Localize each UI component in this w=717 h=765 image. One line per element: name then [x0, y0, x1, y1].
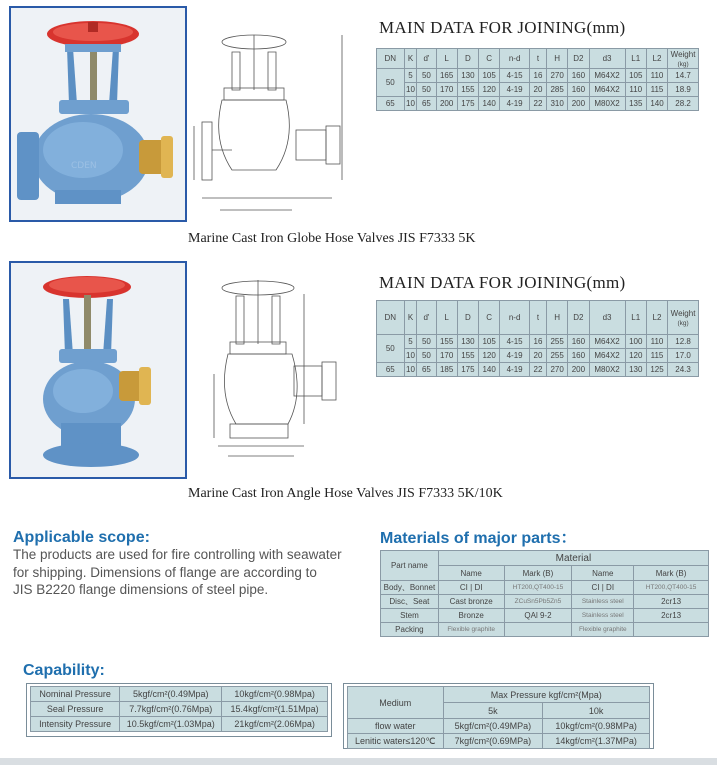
table-cell: 135	[625, 97, 646, 111]
table-cell: 10kgf/cm²(0.98MPa)	[543, 719, 650, 734]
table-row	[377, 335, 699, 349]
table-row	[31, 717, 328, 732]
table-row	[381, 595, 709, 609]
table-cell: 16	[530, 335, 547, 349]
table-cell: 175	[457, 97, 478, 111]
table-cell: 50	[417, 69, 436, 83]
table-header: D	[457, 301, 478, 335]
valve2-section-title: MAIN DATA FOR JOINING(mm)	[379, 273, 626, 292]
table-cell: 22	[530, 97, 547, 111]
table-row	[31, 702, 328, 717]
table-cell: Stainless steel	[572, 595, 634, 609]
table-row	[348, 719, 650, 734]
table-header: d3	[589, 301, 625, 335]
materials-heading: Materials of major parts：	[380, 530, 577, 547]
table-cell: 125	[646, 363, 667, 377]
table-cell: 7kgf/cm²(0.69MPa)	[443, 734, 543, 749]
table-header-weight	[668, 49, 699, 69]
table-header: L1	[625, 301, 646, 335]
table-cell: 4-19	[500, 97, 530, 111]
table-cell: 10	[404, 83, 417, 97]
table-cell: Bronze	[438, 609, 504, 623]
weight-label: Weight	[670, 308, 696, 318]
table-cell: 5kgf/cm²(0.49Mpa)	[120, 687, 222, 702]
globe-valve-drawing	[192, 30, 362, 230]
table-cell: Disc、Seat	[381, 595, 439, 609]
table-row	[381, 623, 709, 637]
table-cell: 115	[646, 83, 667, 97]
table-header: d'	[417, 49, 436, 69]
table-cell: 200	[436, 97, 457, 111]
valve2-caption: Marine Cast Iron Angle Hose Valves JIS F7333 5K/10K	[188, 486, 503, 501]
globe-valve-photo	[9, 6, 187, 222]
table-header: 5k	[443, 703, 543, 719]
table-cell: 2cr13	[634, 595, 709, 609]
table-cell: 120	[479, 83, 500, 97]
table-cell: 12.8	[668, 335, 699, 349]
valve1-joining-table	[376, 48, 699, 111]
table-cell: 140	[479, 97, 500, 111]
table-cell: 155	[457, 83, 478, 97]
table-cell: 10	[404, 363, 417, 377]
bottom-divider	[0, 758, 717, 765]
table-cell: CI | DI	[438, 581, 504, 595]
table-cell: 50	[377, 335, 405, 363]
table-cell: HT200,QT400-15	[634, 581, 709, 595]
table-cell: 120	[479, 349, 500, 363]
name-header: Name	[572, 566, 634, 581]
table-cell: M64X2	[589, 335, 625, 349]
valve1-caption: Marine Cast Iron Globe Hose Valves JIS F7333 5K	[188, 231, 476, 246]
table-header: C	[479, 49, 500, 69]
table-cell: QAl 9-2	[504, 609, 572, 623]
table-cell: 16	[530, 69, 547, 83]
table-cell: Packing	[381, 623, 439, 637]
table-cell: ZCuSn5Pb5Zn5	[504, 595, 572, 609]
table-cell: 310	[547, 97, 568, 111]
table-cell: 270	[547, 363, 568, 377]
material-name: DI	[606, 583, 615, 592]
table-row	[377, 83, 699, 97]
table-cell: Cast bronze	[438, 595, 504, 609]
table-cell: 4-19	[500, 83, 530, 97]
material-name: CI	[459, 583, 468, 592]
table-cell: 10.5kgf/cm²(1.03Mpa)	[120, 717, 222, 732]
table-cell: 20	[530, 349, 547, 363]
table-cell: 285	[547, 83, 568, 97]
table-cell: 255	[547, 349, 568, 363]
table-cell: 255	[547, 335, 568, 349]
table-header: L	[436, 301, 457, 335]
table-header: t	[530, 301, 547, 335]
table-row	[31, 687, 328, 702]
name-header: Name	[438, 566, 504, 581]
table-cell: 160	[568, 83, 589, 97]
table-cell: 110	[646, 69, 667, 83]
table-header: H	[547, 49, 568, 69]
table-cell: 130	[625, 363, 646, 377]
table-cell: 22	[530, 363, 547, 377]
weight-unit: (kg)	[677, 319, 689, 327]
weight-label: Weight	[670, 49, 696, 59]
table-cell: HT200,QT400-15	[504, 581, 572, 595]
table-cell: 50	[377, 69, 405, 97]
table-cell: 270	[547, 69, 568, 83]
table-cell: 170	[436, 349, 457, 363]
part-name-header: Part name	[381, 551, 439, 581]
table-cell: 110	[646, 335, 667, 349]
table-header: L	[436, 49, 457, 69]
photo-marking-text: CDEN	[71, 161, 97, 171]
table-cell: 65	[417, 97, 436, 111]
table-cell: 17.0	[668, 349, 699, 363]
table-cell: 28.2	[668, 97, 699, 111]
table-cell: 170	[436, 83, 457, 97]
table-cell: 110	[625, 83, 646, 97]
table-cell: 130	[457, 335, 478, 349]
table-cell: 130	[457, 69, 478, 83]
scope-line: JIS B2220 flange dimensions of steel pipe.	[13, 582, 269, 597]
table-cell: 160	[568, 349, 589, 363]
table-cell: 100	[625, 335, 646, 349]
mark-header: Mark (B)	[504, 566, 572, 581]
table-cell: 50	[417, 83, 436, 97]
table-row	[377, 363, 699, 377]
table-cell: 10kgf/cm²(0.98Mpa)	[222, 687, 328, 702]
table-cell: 10	[404, 349, 417, 363]
material-name: CI	[591, 583, 600, 592]
angle-valve-drawing	[208, 274, 368, 474]
table-header: d'	[417, 301, 436, 335]
materials-table	[380, 550, 709, 637]
table-cell: M64X2	[589, 83, 625, 97]
table-cell: 185	[436, 363, 457, 377]
table-cell: Nominal Pressure	[31, 687, 120, 702]
table-header: K	[404, 301, 417, 335]
table-header: H	[547, 301, 568, 335]
table-cell: Stainless steel	[572, 609, 634, 623]
valve1-section-title: MAIN DATA FOR JOINING(mm)	[379, 18, 626, 37]
table-cell: 18.9	[668, 83, 699, 97]
table-cell: 2cr13	[634, 609, 709, 623]
table-cell: Flexible graphite	[572, 623, 634, 637]
table-header: C	[479, 301, 500, 335]
table-cell: 5	[404, 335, 417, 349]
table-cell: Flexible graphite	[438, 623, 504, 637]
table-cell: 10	[404, 97, 417, 111]
scope-line: for shipping. Dimensions of flange are according to	[13, 564, 317, 580]
table-cell: 14kgf/cm²(1.37MPa)	[543, 734, 650, 749]
table-header: L2	[646, 49, 667, 69]
table-cell: M80X2	[589, 363, 625, 377]
table-cell: Stem	[381, 609, 439, 623]
table-cell: M80X2	[589, 97, 625, 111]
table-cell: flow water	[348, 719, 444, 734]
table-cell: 140	[479, 363, 500, 377]
table-header: d3	[589, 49, 625, 69]
capability-left-table	[30, 686, 328, 732]
table-cell: CI | DI	[572, 581, 634, 595]
table-cell: 4-15	[500, 69, 530, 83]
table-header: 10k	[543, 703, 650, 719]
table-header: n-d	[500, 49, 530, 69]
table-cell: 105	[479, 69, 500, 83]
table-row	[377, 349, 699, 363]
table-header: t	[530, 49, 547, 69]
mark-header: Mark (B)	[634, 566, 709, 581]
table-cell: 160	[568, 335, 589, 349]
table-cell: 155	[457, 349, 478, 363]
table-cell: 21kgf/cm²(2.06Mpa)	[222, 717, 328, 732]
table-cell: 120	[625, 349, 646, 363]
capability-right-table	[347, 686, 650, 749]
table-cell: 50	[417, 349, 436, 363]
table-cell: 175	[457, 363, 478, 377]
table-cell: 155	[436, 335, 457, 349]
table-row	[377, 69, 699, 83]
scope-heading: Applicable scope:	[13, 529, 150, 546]
table-cell: 7.7kgf/cm²(0.76Mpa)	[120, 702, 222, 717]
table-cell: 5kgf/cm²(0.49MPa)	[443, 719, 543, 734]
table-cell: 105	[625, 69, 646, 83]
table-cell: 24.3	[668, 363, 699, 377]
table-cell: 65	[417, 363, 436, 377]
table-cell: Body、Bonnet	[381, 581, 439, 595]
table-cell: 5	[404, 69, 417, 83]
table-row	[377, 97, 699, 111]
table-header: L2	[646, 301, 667, 335]
table-cell: 165	[436, 69, 457, 83]
table-header-weight	[668, 301, 699, 335]
max-pressure-header: Max Pressure kgf/cm²(Mpa)	[443, 687, 650, 703]
table-cell: 50	[417, 335, 436, 349]
table-cell: 200	[568, 363, 589, 377]
table-cell	[504, 623, 572, 637]
scope-line: The products are used for fire controlling with seawater	[13, 547, 342, 562]
table-row	[381, 609, 709, 623]
table-cell: 20	[530, 83, 547, 97]
table-header: DN	[377, 49, 405, 69]
scope-text	[13, 546, 373, 599]
table-header: D2	[568, 49, 589, 69]
table-cell: 65	[377, 97, 405, 111]
table-header: DN	[377, 301, 405, 335]
capability-heading: Capability:	[23, 662, 105, 679]
table-cell: 200	[568, 97, 589, 111]
angle-valve-photo	[9, 261, 187, 479]
table-row	[348, 734, 650, 749]
table-cell: 15.4kgf/cm²(1.51Mpa)	[222, 702, 328, 717]
valve2-joining-table	[376, 300, 699, 377]
table-cell: M64X2	[589, 69, 625, 83]
table-cell: 115	[646, 349, 667, 363]
table-header: L1	[625, 49, 646, 69]
table-row	[381, 581, 709, 595]
table-cell: Lenitic water≤120℃	[348, 734, 444, 749]
table-cell: Seal Pressure	[31, 702, 120, 717]
table-cell	[634, 623, 709, 637]
medium-header: Medium	[348, 687, 444, 719]
material-name: DI	[474, 583, 483, 592]
table-cell: 4-19	[500, 363, 530, 377]
table-cell: 14.7	[668, 69, 699, 83]
table-cell: 105	[479, 335, 500, 349]
material-header: Material	[438, 551, 708, 566]
table-cell: 4-15	[500, 335, 530, 349]
table-cell: 160	[568, 69, 589, 83]
weight-unit: (kg)	[677, 60, 689, 68]
table-cell: 65	[377, 363, 405, 377]
table-header: n-d	[500, 301, 530, 335]
table-cell: 140	[646, 97, 667, 111]
table-header: K	[404, 49, 417, 69]
table-header: D2	[568, 301, 589, 335]
table-cell: Intensity Pressure	[31, 717, 120, 732]
table-cell: M64X2	[589, 349, 625, 363]
table-cell: 4-19	[500, 349, 530, 363]
table-header: D	[457, 49, 478, 69]
